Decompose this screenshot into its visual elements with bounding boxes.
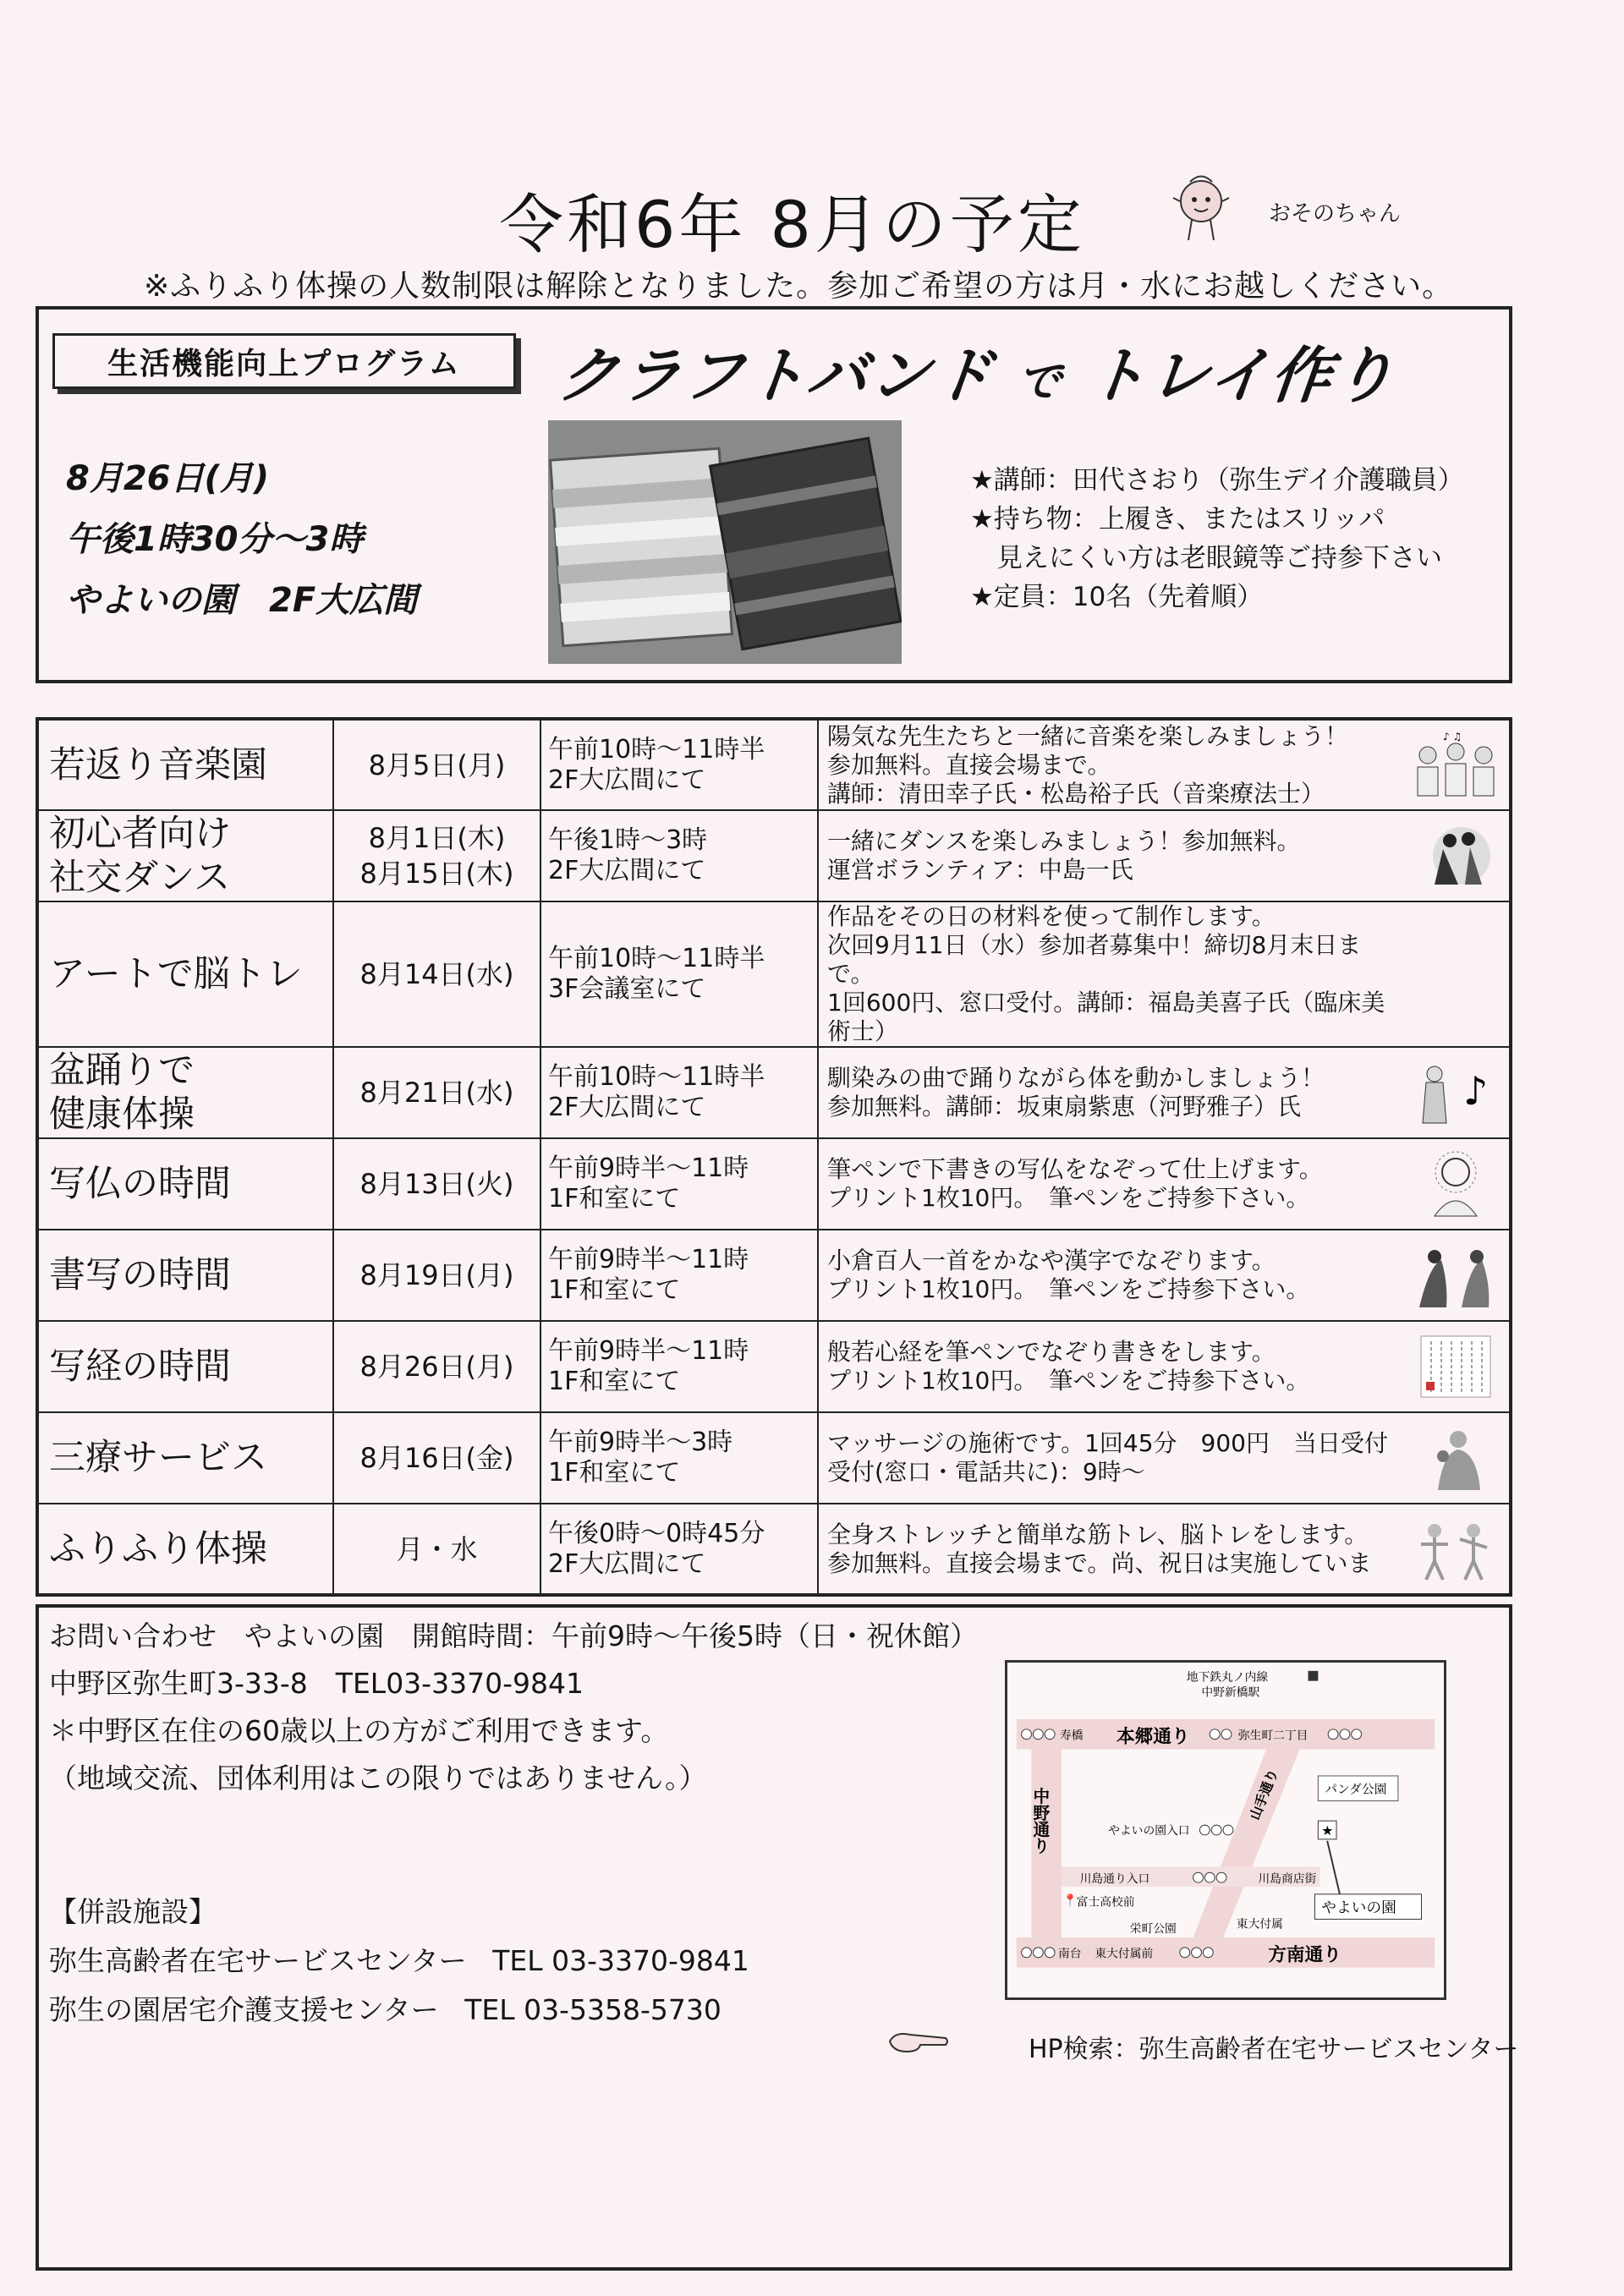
event-description	[818, 901, 1511, 1047]
event-date	[333, 719, 540, 810]
event-description-line: 馴染みの曲で踊りながら体を動かしましょう！	[827, 1064, 1325, 1092]
contact-note: （地域交流、団体利用はこの限りではありません。）	[49, 1762, 707, 1795]
map-stop-fuji: 富士高校前	[1076, 1895, 1135, 1910]
event-name	[37, 901, 333, 1047]
program-tag: 生活機能向上プログラム	[52, 333, 516, 389]
event-description-line: 受付(窓口・電話共に)：9時～	[827, 1458, 1145, 1486]
program-title-part1: クラフトバンド	[553, 340, 999, 411]
facility-tel: TEL 03-3370-9841	[492, 1944, 749, 1977]
event-date-line: 8月13日(火)	[359, 1168, 514, 1200]
road-yamate	[1193, 1749, 1300, 1937]
event-date	[333, 1504, 540, 1595]
event-description-line: マッサージの施術です。1回45分 900円 当日受付	[827, 1429, 1388, 1457]
svg-text:♪ ♫: ♪ ♫	[1443, 730, 1462, 743]
map-stop-sakae: 栄町公園	[1129, 1922, 1177, 1937]
event-description-line: 全身ストレッチと簡単な筋トレ、脳トレをします。	[827, 1520, 1369, 1548]
event-description-line: 作品をその日の材料を使って制作します。	[827, 902, 1276, 930]
exercise-icon	[1409, 1514, 1502, 1585]
event-date-line: 8月19日(月)	[359, 1259, 514, 1291]
event-name-line: 社交ダンス	[49, 857, 231, 899]
craft-tray-photo	[548, 420, 902, 664]
schedule-row	[37, 1047, 1511, 1138]
event-time	[540, 1047, 818, 1138]
event-description	[818, 1504, 1511, 1595]
map-stop-kawashima: 川島通り入口	[1079, 1872, 1150, 1887]
event-time-line: 2F大広間にて	[548, 856, 706, 885]
event-name-line: 三療サービス	[49, 1437, 267, 1479]
event-time-line: 1F和室にて	[548, 1275, 681, 1305]
hp-search: HP検索：弥生高齢者在宅サービスセンター	[1029, 2035, 1519, 2064]
program-schedule	[66, 448, 417, 631]
buddha-icon	[1409, 1148, 1502, 1219]
event-name-line: アートで脳トレ	[49, 953, 303, 995]
event-time-line: 午前10時～11時半	[548, 1062, 765, 1092]
event-description-line: プリント1枚10円。 筆ペンをご持参下さい。	[827, 1275, 1310, 1303]
schedule-body	[37, 719, 1511, 1595]
page-title: 令和6年 8月の予定	[499, 187, 1085, 262]
event-name-line: 盆踊りで	[49, 1049, 195, 1092]
mascot-name: おそのちゃん	[1269, 201, 1402, 227]
event-time-line: 午前9時半～11時	[548, 1245, 749, 1274]
singers-icon	[1409, 730, 1502, 801]
event-date-line: 8月26日(月)	[359, 1351, 514, 1383]
event-description-line: 般若心経を筆ペンでなぞり書きをします。	[827, 1338, 1276, 1366]
event-time-line: 2F大広間にて	[548, 1093, 706, 1122]
event-date-line: 8月21日(水)	[359, 1077, 514, 1109]
program-title	[554, 326, 1402, 414]
map-destination: やよいの園	[1321, 1899, 1396, 1917]
event-time-line: 午後0時～0時45分	[548, 1518, 765, 1548]
schedule-row	[37, 1138, 1511, 1230]
event-date	[333, 1230, 540, 1321]
access-map	[1005, 1660, 1446, 2000]
program-date: 8月26日(月)	[66, 459, 270, 498]
event-description-line: 陽気な先生たちと一緒に音楽を楽しみましょう！	[827, 721, 1349, 750]
mascot-icon	[1171, 169, 1231, 245]
event-name-line: 写経の時間	[49, 1345, 231, 1388]
event-date	[333, 810, 540, 901]
event-time-line: 2F大広間にて	[548, 764, 706, 795]
event-date	[333, 1047, 540, 1138]
contact-address: 中野区弥生町3-33-8 TEL03-3370-9841	[49, 1667, 584, 1700]
event-date	[333, 1321, 540, 1412]
event-date	[333, 1412, 540, 1504]
event-description	[818, 1138, 1511, 1230]
map-road-right: 山手通り	[1246, 1767, 1281, 1822]
facility-row	[49, 1937, 749, 1986]
program-title-part2: で	[1014, 357, 1066, 408]
event-time-line: 午前9時半～3時	[548, 1427, 733, 1457]
program-instructor: ★講師：田代さおり（弥生デイ介護職員）	[970, 465, 1464, 496]
program-place: やよいの園 2F大広間	[66, 581, 418, 620]
event-date	[333, 1138, 540, 1230]
map-park: パンダ公園	[1325, 1782, 1387, 1797]
facility-tel: TEL 03-5358-5730	[464, 1993, 721, 2026]
event-description	[818, 1412, 1511, 1504]
event-name	[37, 810, 333, 901]
event-time-line: 1F和室にて	[548, 1458, 681, 1488]
map-stop-bottom-mid: 東大付属前	[1095, 1947, 1154, 1961]
event-description-line: 一緒にダンスを楽しみましょう！参加無料。	[827, 827, 1301, 855]
event-name-line: ふりふり体操	[49, 1527, 267, 1570]
program-capacity: ★定員：10名（先着順）	[970, 582, 1264, 612]
event-time-line: 午前10時～11時半	[548, 734, 765, 764]
event-time-line: 午前10時～11時半	[548, 944, 765, 973]
schedule-row	[37, 1321, 1511, 1412]
bus-stop-marker	[1022, 1729, 1055, 1740]
bus-stop-marker	[1193, 1872, 1226, 1882]
contact-hours: お問い合わせ やよいの園 開館時間：午前9時～午後5時（日・祝休館）	[49, 1619, 978, 1652]
event-description-line: 次回9月11日（水）参加者募集中！締切8月末日まで。	[827, 931, 1362, 988]
schedule-row	[37, 810, 1511, 901]
bus-stop-marker	[1180, 1948, 1213, 1958]
event-description-line: 参加無料。直接会場まで。	[827, 750, 1111, 779]
schedule-row	[37, 719, 1511, 810]
event-name-line: 若返り音楽園	[49, 743, 267, 786]
facility-row	[49, 1986, 749, 2035]
program-belongings: ★持ち物：上履き、またはスリッパ	[970, 504, 1385, 534]
schedule-row	[37, 1230, 1511, 1321]
event-name	[37, 1230, 333, 1321]
event-date-line: 8月16日(金)	[359, 1442, 514, 1474]
event-date-line: 8月1日(木)	[368, 822, 506, 854]
event-time	[540, 901, 818, 1047]
facility-name: 弥生高齢者在宅サービスセンター	[49, 1944, 467, 1977]
notice-text: ※ふりふり体操の人数制限は解除となりました。参加ご希望の方は月・水にお越しください。	[144, 269, 1454, 304]
event-time-line: 午前9時半～11時	[548, 1153, 749, 1183]
program-belongings-note: 見えにくい方は老眼鏡等ご持参下さい	[970, 543, 1442, 573]
event-description-line: 参加無料。講師：坂東扇紫恵（河野雅子）氏	[827, 1093, 1302, 1121]
event-time-line: 1F和室にて	[548, 1367, 681, 1396]
contact-info	[49, 1613, 978, 1802]
map-stop-bottom-left: 南台	[1058, 1947, 1082, 1961]
destination-arrow	[1327, 1841, 1340, 1894]
star-icon: ★	[1321, 1822, 1334, 1838]
schedule-row	[37, 901, 1511, 1047]
event-description	[818, 1321, 1511, 1412]
map-stop-entrance: やよいの園入口	[1108, 1823, 1190, 1838]
station-marker	[1309, 1671, 1319, 1681]
map-stop-top-right: 弥生町二丁目	[1237, 1729, 1309, 1743]
map-station: 中野新橋駅	[1201, 1685, 1260, 1700]
program-info	[970, 461, 1464, 616]
event-date-line: 8月14日(水)	[359, 958, 514, 990]
event-time	[540, 1230, 818, 1321]
event-date-line: 月・水	[396, 1532, 478, 1565]
dancers-icon	[1409, 820, 1502, 891]
event-description-line: 参加無料。直接会場まで。尚、祝日は実施していま	[827, 1548, 1372, 1577]
event-name-line: 初心者向け	[49, 813, 231, 855]
massage-icon	[1409, 1422, 1502, 1493]
event-time-line: 1F和室にて	[548, 1184, 681, 1214]
event-description	[818, 1230, 1511, 1321]
event-time-line: 2F大広間にて	[548, 1548, 706, 1579]
event-name	[37, 1504, 333, 1595]
event-description	[818, 1047, 1511, 1138]
bus-stop-marker	[1022, 1948, 1055, 1958]
facilities	[49, 1888, 749, 2035]
facility-name: 弥生の園居宅介護支援センター	[49, 1993, 439, 2026]
event-name	[37, 1321, 333, 1412]
map-stop-top-left: 寿橋	[1059, 1729, 1084, 1743]
event-time	[540, 1138, 818, 1230]
event-description-line: 筆ペンで下書きの写仏をなぞって仕上げます。	[827, 1155, 1323, 1183]
music-note-icon	[1409, 1057, 1502, 1128]
event-time	[540, 810, 818, 901]
event-name-line: 写仏の時間	[49, 1163, 231, 1205]
event-date-line: 8月15日(木)	[359, 858, 514, 890]
event-time	[540, 1412, 818, 1504]
svg-text:♪: ♪	[1463, 1068, 1489, 1114]
event-name-line: 健康体操	[49, 1093, 195, 1136]
event-description-line: 運営ボランティア：中島一氏	[827, 856, 1133, 884]
bus-stop-marker	[1199, 1825, 1232, 1835]
event-time	[540, 719, 818, 810]
pin-icon: 📍	[1062, 1893, 1078, 1908]
event-time	[540, 1504, 818, 1595]
event-name	[37, 719, 333, 810]
event-description-line: 1回600円、窓口受付。講師：福島美喜子氏（臨床美術士）	[827, 989, 1385, 1045]
pointing-hand-icon	[886, 2026, 951, 2057]
schedule-row	[37, 1504, 1511, 1595]
map-road-left: 中野通り	[1029, 1787, 1050, 1855]
event-description-line: 小倉百人一首をかなや漢字でなぞります。	[827, 1247, 1276, 1274]
event-name	[37, 1138, 333, 1230]
event-description	[818, 719, 1511, 810]
event-name	[37, 1047, 333, 1138]
event-name-line: 書写の時間	[49, 1254, 231, 1296]
map-station-line: 地下鉄丸ノ内線	[1186, 1670, 1269, 1685]
event-description-line: プリント1枚10円。 筆ペンをご持参下さい。	[827, 1367, 1310, 1395]
schedule-row	[37, 1412, 1511, 1504]
contact-eligibility: ＊中野区在住の60歳以上の方がご利用できます。	[49, 1714, 669, 1747]
event-time-line: 3F会議室にて	[548, 974, 706, 1004]
bus-stop-marker	[1328, 1729, 1361, 1740]
event-description-line: プリント1枚10円。 筆ペンをご持参下さい。	[827, 1184, 1310, 1212]
sutra-icon	[1409, 1331, 1502, 1402]
event-date-line: 8月5日(月)	[368, 748, 506, 781]
poets-icon	[1409, 1240, 1502, 1311]
map-stop-higashi: 東大付属	[1236, 1917, 1283, 1932]
program-time: 午後1時30分～3時	[66, 520, 364, 559]
map-road-top: 本郷通り	[1116, 1726, 1190, 1748]
event-description	[818, 810, 1511, 901]
event-description-line: 講師：清田幸子氏・松島裕子氏（音楽療法士）	[827, 779, 1325, 808]
event-time-line: 午後1時～3時	[548, 825, 708, 855]
facilities-title: 【併設施設】	[49, 1895, 217, 1928]
event-time-line: 午前9時半～11時	[548, 1336, 749, 1366]
map-stop-kawashima-shop: 川島商店街	[1258, 1872, 1317, 1887]
map-road-bottom: 方南通り	[1268, 1944, 1341, 1966]
event-date	[333, 901, 540, 1047]
schedule-table	[36, 717, 1512, 1597]
program-title-part3: トレイ作り	[1082, 340, 1400, 411]
event-name	[37, 1412, 333, 1504]
event-time	[540, 1321, 818, 1412]
